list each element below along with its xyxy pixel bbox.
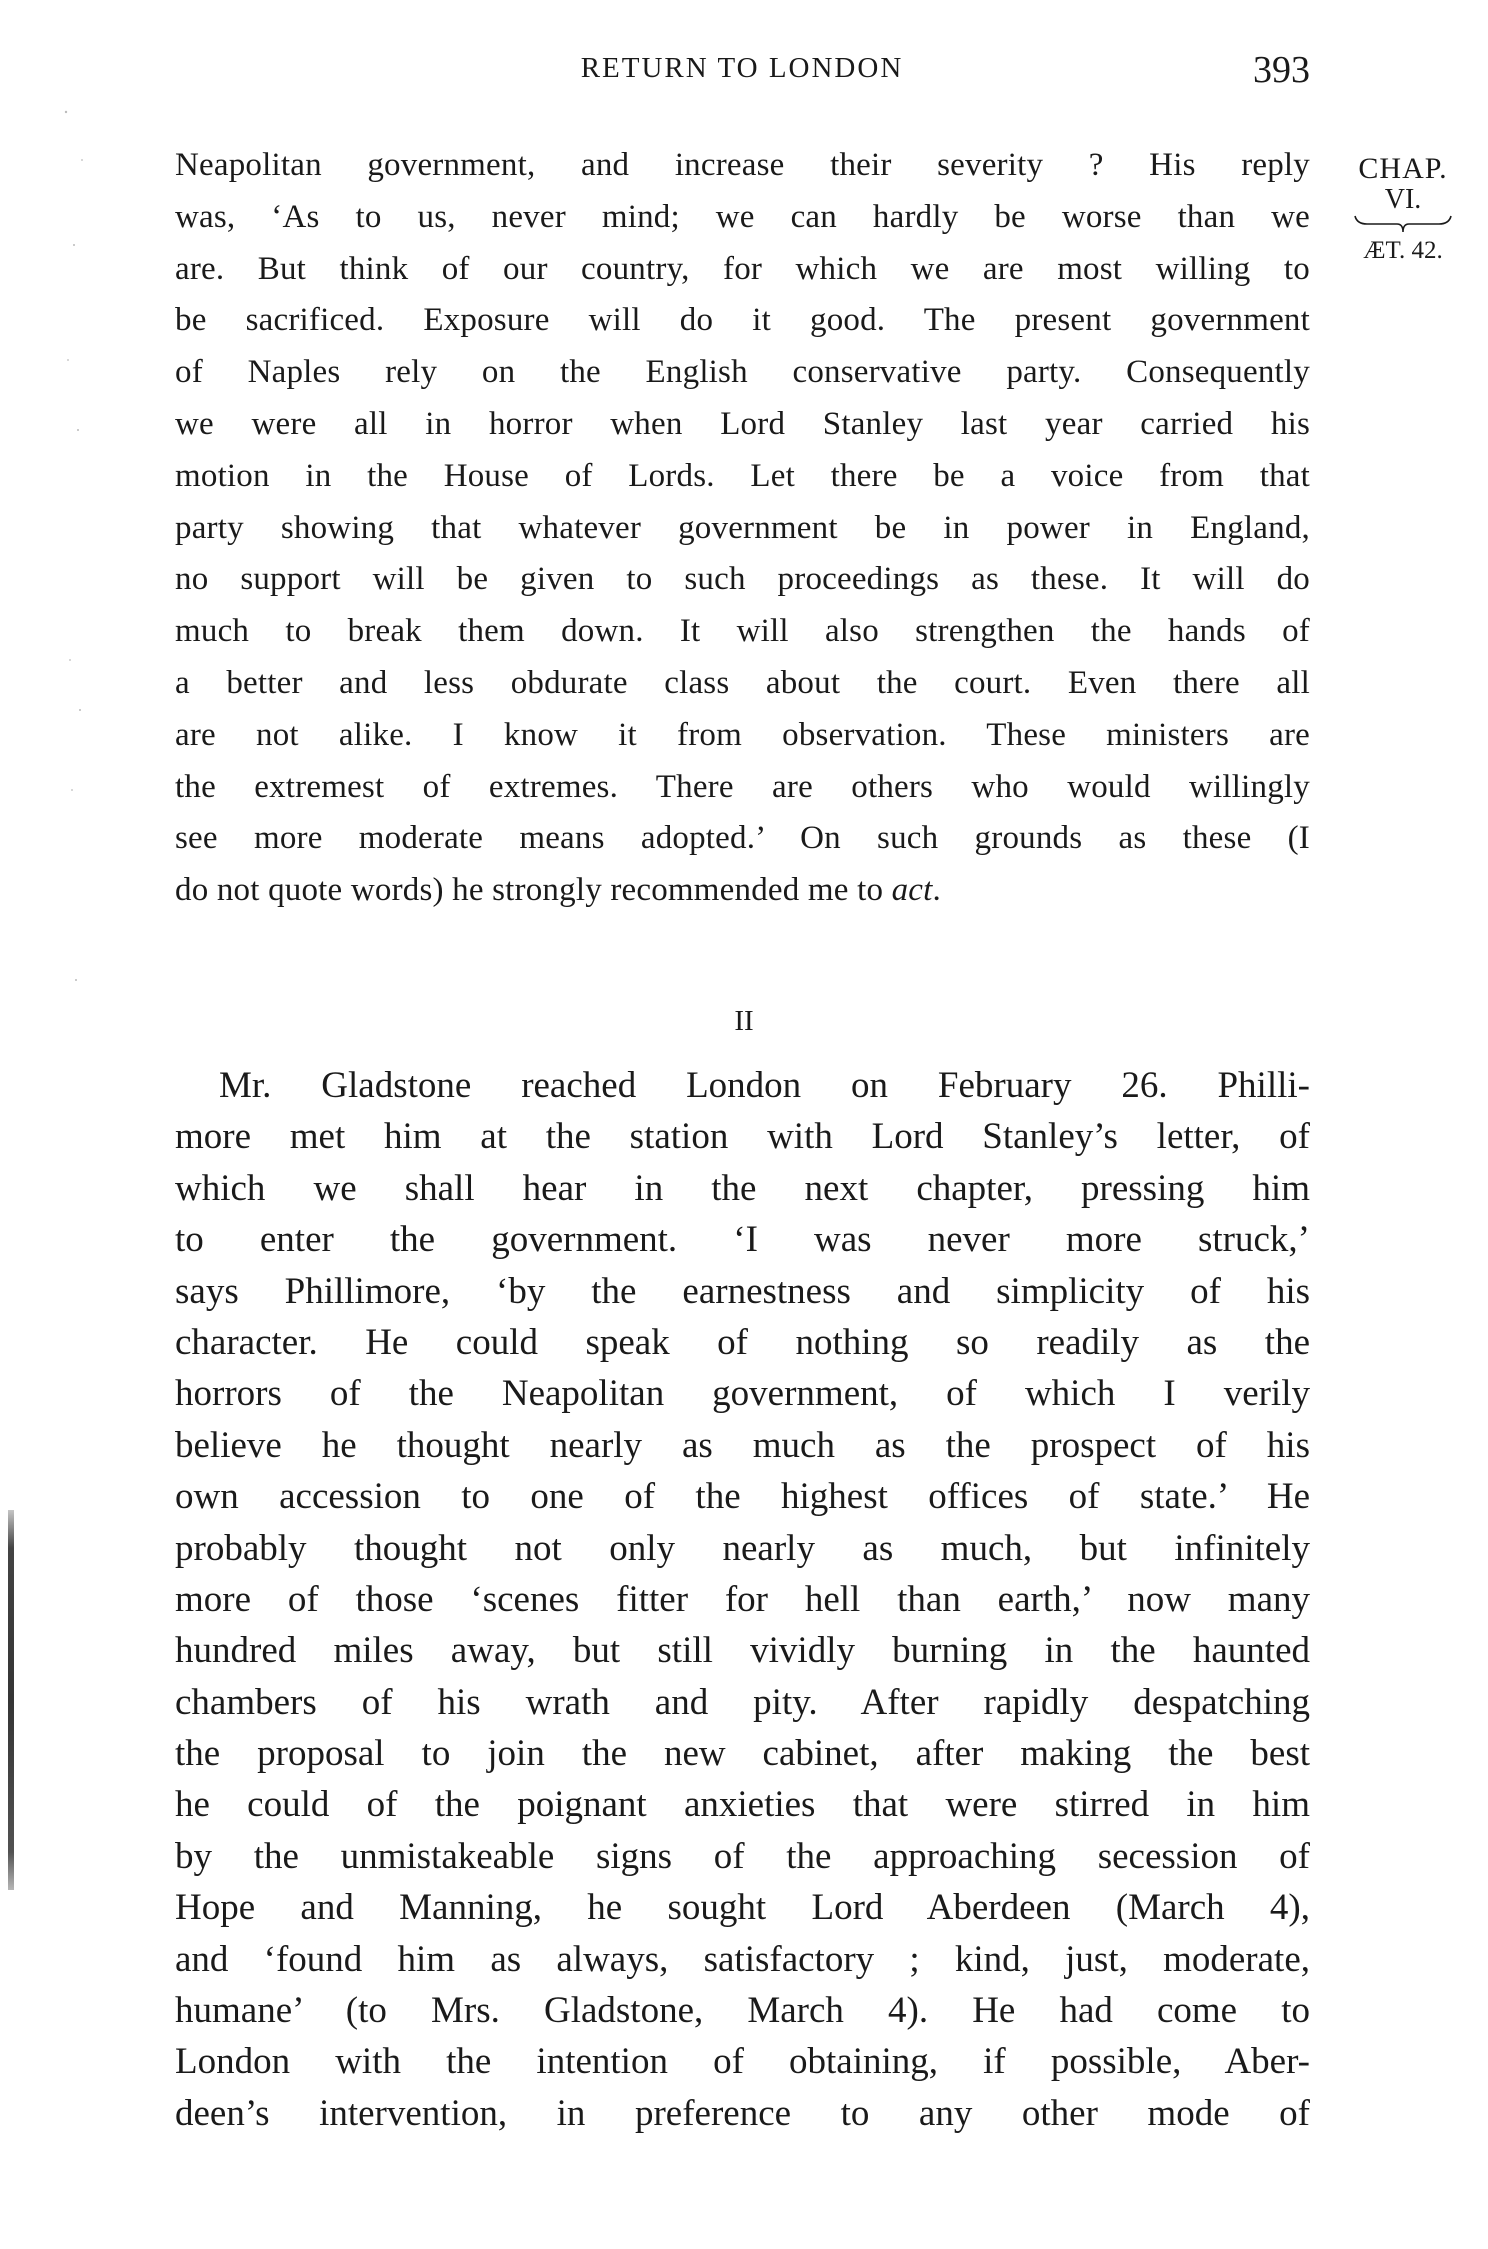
text-line: by the unmistakeable signs of the approaching secession of (175, 1835, 1310, 1877)
text-line: are not alike. I know it from observation. These ministers are (175, 716, 1310, 753)
scan-specks (60, 100, 90, 1100)
text-line: more of those ‘scenes fitter for hell than earth,’ now many (175, 1578, 1310, 1620)
text-line: and ‘found him as always, satisfactory ; kind, just, moderate, (175, 1938, 1310, 1980)
margin-chapter-label: CHAP. (1358, 152, 1448, 185)
text-line: much to break them down. It will also strengthen the hands of (175, 613, 1310, 650)
text-line: probably thought not only nearly as much, but infinitely (175, 1527, 1310, 1569)
text-line: Hope and Manning, he sought Lord Aberdeen (March 4), (175, 1887, 1310, 1929)
text-line: horrors of the Neapolitan government, of which I verily (175, 1373, 1310, 1415)
text-line: he could of the poignant anxieties that were stirred in him (175, 1784, 1310, 1826)
scan-binding-shadow (8, 1510, 14, 1890)
page-number: 393 (1253, 49, 1310, 91)
running-title: RETURN TO LONDON (580, 52, 904, 84)
margin-chapter-number: VI. (1384, 184, 1422, 215)
text-line: says Phillimore, ‘by the earnestness and simplicity of his (175, 1270, 1310, 1312)
text-line: party showing that whatever government be in power in England, (175, 509, 1310, 546)
paragraph-continued (175, 140, 1310, 917)
text-line: more met him at the station with Lord Stanley’s letter, of (175, 1116, 1310, 1158)
text-line: humane’ (to Mrs. Gladstone, March 4). He had come to (175, 1990, 1310, 2032)
text-run: do not quote words) he strongly recommended me to (175, 872, 892, 909)
margin-age-note: ÆT. 42. (1363, 237, 1443, 264)
running-head (174, 49, 1310, 96)
text-line: believe he thought nearly as much as the prospect of his (175, 1424, 1310, 1466)
text-line: we were all in horror when Lord Stanley last year carried his (175, 405, 1310, 442)
text-line-last (175, 865, 1310, 917)
text-line: chambers of his wrath and pity. After rapidly despatching (175, 1681, 1310, 1723)
italic-word: act (891, 872, 933, 909)
text-run: . (932, 872, 941, 909)
text-line: hundred miles away, but still vividly burning in the haunted (175, 1630, 1310, 1672)
text-line: are. But think of our country, for which we are most willing to (175, 250, 1310, 287)
text-line: London with the intention of obtaining, if possible, Aber- (175, 2041, 1310, 2083)
paragraph-section-two (175, 1060, 1310, 2139)
text-line: deen’s intervention, in preference to any other mode of (175, 2092, 1310, 2134)
brace-icon (1353, 214, 1453, 234)
text-line: own accession to one of the highest offices of state.’ He (175, 1476, 1310, 1518)
text-line: the extremest of extremes. There are others who would willingly (175, 768, 1310, 805)
text-line: Neapolitan government, and increase their severity ? His reply (175, 147, 1310, 183)
text-line: character. He could speak of nothing so readily as the (175, 1321, 1310, 1363)
text-line: the proposal to join the new cabinet, after making the best (175, 1733, 1310, 1775)
text-line: to enter the government. ‘I was never more struck,’ (175, 1219, 1310, 1261)
text-line: see more moderate means adopted.’ On such grounds as these (I (175, 820, 1310, 857)
text-line: motion in the House of Lords. Let there be a voice from that (175, 457, 1310, 494)
text-line: of Naples rely on the English conservative party. Consequently (175, 354, 1310, 391)
text-line: be sacrificed. Exposure will do it good. The present government (175, 302, 1310, 339)
text-line: no support will be given to such proceedings as these. It will do (175, 561, 1310, 598)
text-line: Mr. Gladstone reached London on February 26. Philli- (219, 1065, 1310, 1106)
text-line: was, ‘As to us, never mind; we can hardly be worse than we (175, 198, 1310, 235)
text-line: which we shall hear in the next chapter, pressing him (175, 1167, 1310, 1209)
section-number: II (734, 1005, 754, 1037)
margin-note (1338, 152, 1468, 266)
text-line: a better and less obdurate class about the court. Even there all (175, 664, 1310, 701)
